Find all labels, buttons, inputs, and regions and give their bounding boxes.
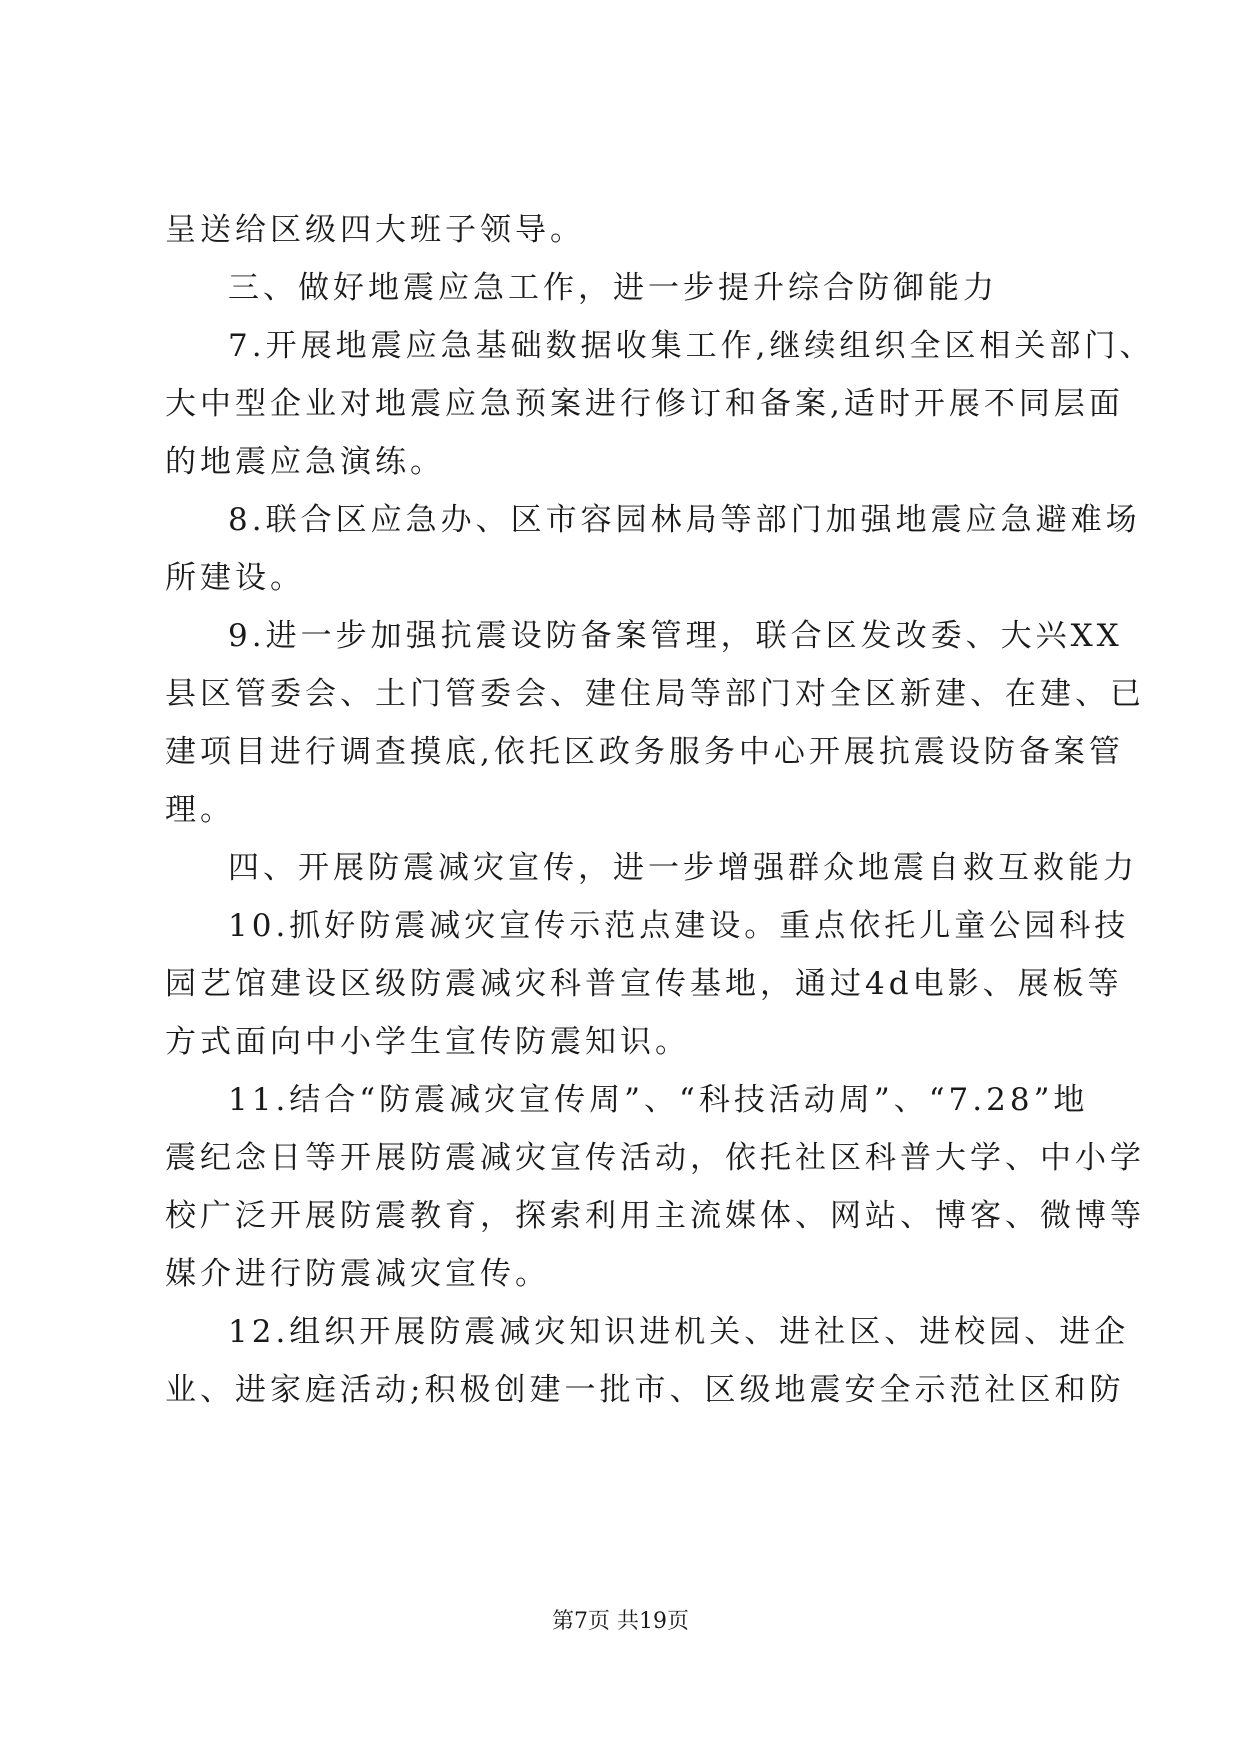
item-7-line-1: 7.开展地震应急基础数据收集工作,继续组织全区相关部门、 [228, 328, 1155, 364]
item-10-line-1: 10.抓好防震减灾宣传示范点建设。重点依托儿童公园科技 [228, 908, 1130, 944]
item-7-line-2: 大中型企业对地震应急预案进行修订和备案,适时开展不同层面 [165, 386, 1124, 422]
item-9-line-1: 9.进一步加强抗震设防备案管理，联合区发改委、大兴XX [228, 618, 1123, 654]
section-heading-4: 四、开展防震减灾宣传，进一步增强群众地震自救互救能力 [228, 850, 1138, 886]
item-11-line-3: 校广泛开展防震教育，探索利用主流媒体、网站、博客、微博等 [165, 1198, 1145, 1234]
item-7-line-3: 的地震应急演练。 [165, 444, 445, 480]
item-10-line-2: 园艺馆建设区级防震减灾科普宣传基地，通过4d电影、展板等 [165, 966, 1123, 1002]
item-9-line-4: 理。 [165, 792, 235, 828]
page-footer: 第7页 共19页 [552, 1609, 689, 1634]
item-10-line-3: 方式面向中小学生宣传防震知识。 [165, 1024, 690, 1060]
item-11-line-2: 震纪念日等开展防震减灾宣传活动，依托社区科普大学、中小学 [165, 1140, 1145, 1176]
item-11-line-1: 11.结合“防震减灾宣传周”、“科技活动周”、“7.28”地 [228, 1082, 1089, 1118]
item-9-line-2: 县区管委会、土门管委会、建住局等部门对全区新建、在建、已 [165, 676, 1145, 712]
item-12-line-1: 12.组织开展防震减灾知识进机关、进社区、进校园、进企 [228, 1314, 1130, 1350]
item-11-line-4: 媒介进行防震减灾宣传。 [165, 1256, 550, 1292]
body-line-1: 呈送给区级四大班子领导。 [165, 212, 585, 248]
item-8-line-2: 所建设。 [165, 560, 305, 596]
item-12-line-2: 业、进家庭活动;积极创建一批市、区级地震安全示范社区和防 [165, 1372, 1125, 1408]
item-9-line-3: 建项目进行调查摸底,依托区政务服务中心开展抗震设防备案管 [165, 734, 1124, 770]
item-8-line-1: 8.联合区应急办、区市容园林局等部门加强地震应急避难场 [228, 502, 1141, 538]
section-heading-3: 三、做好地震应急工作，进一步提升综合防御能力 [228, 270, 998, 306]
